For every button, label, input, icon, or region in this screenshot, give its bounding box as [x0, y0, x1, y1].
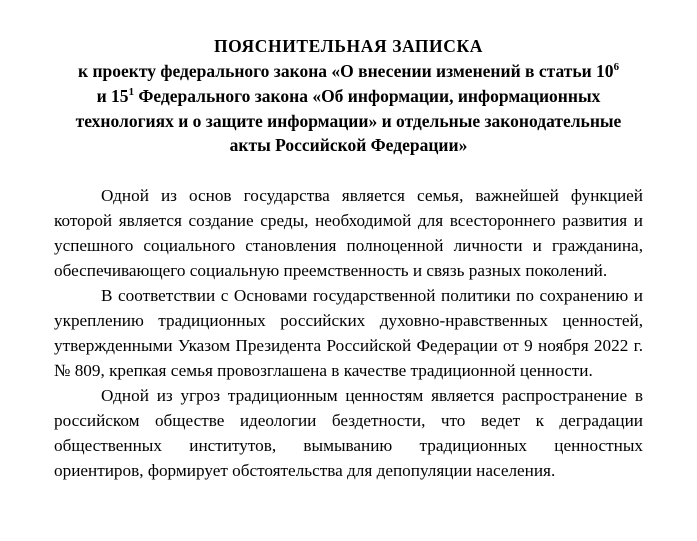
document-body	[54, 183, 643, 483]
paragraph-1: Одной из основ государства является семья, важнейшей функцией которой является создание среды, необходимой для всестороннего развития и успешного социального становления полноценной личности и гражданина, обеспечивающего социальную преемственность и связь разных поколений.	[54, 186, 643, 281]
title-line-3	[54, 84, 643, 109]
title-superscript-1: 1	[128, 85, 134, 98]
title-line-3-text-a: и 15	[96, 85, 129, 106]
title-superscript-6: 6	[613, 61, 619, 74]
title-line-5: акты Российской Федерации»	[229, 135, 468, 156]
document-title	[54, 34, 643, 158]
paragraph-2: В соответствии с Основами государственной политики по сохранению и укреплению традиционных российских духовно-нравственных ценностей, утвержденными Указом Президента Российской Федерации от 9 ноября 2022 г. № 809, крепкая семья провозглашена в качестве традиционной ценности.	[54, 286, 643, 381]
title-line-2	[54, 59, 643, 84]
title-line-4: технологиях и о защите информации» и отдельные законодательные	[75, 110, 622, 131]
paragraph-3: Одной из угроз традиционным ценностям является распространение в российском обществе идеологии бездетности, что ведет к деградации общественных институтов, вымыванию традиционных ценностных ориентиров, формирует обстоятельства для депопуляции населения.	[54, 386, 643, 481]
title-line-1: ПОЯСНИТЕЛЬНАЯ ЗАПИСКА	[213, 36, 484, 56]
title-line-2-text: к проекту федерального закона «О внесении изменений в статьи 10	[78, 60, 614, 81]
title-line-3-text-b: Федерального закона «Об информации, информационных	[133, 85, 601, 106]
